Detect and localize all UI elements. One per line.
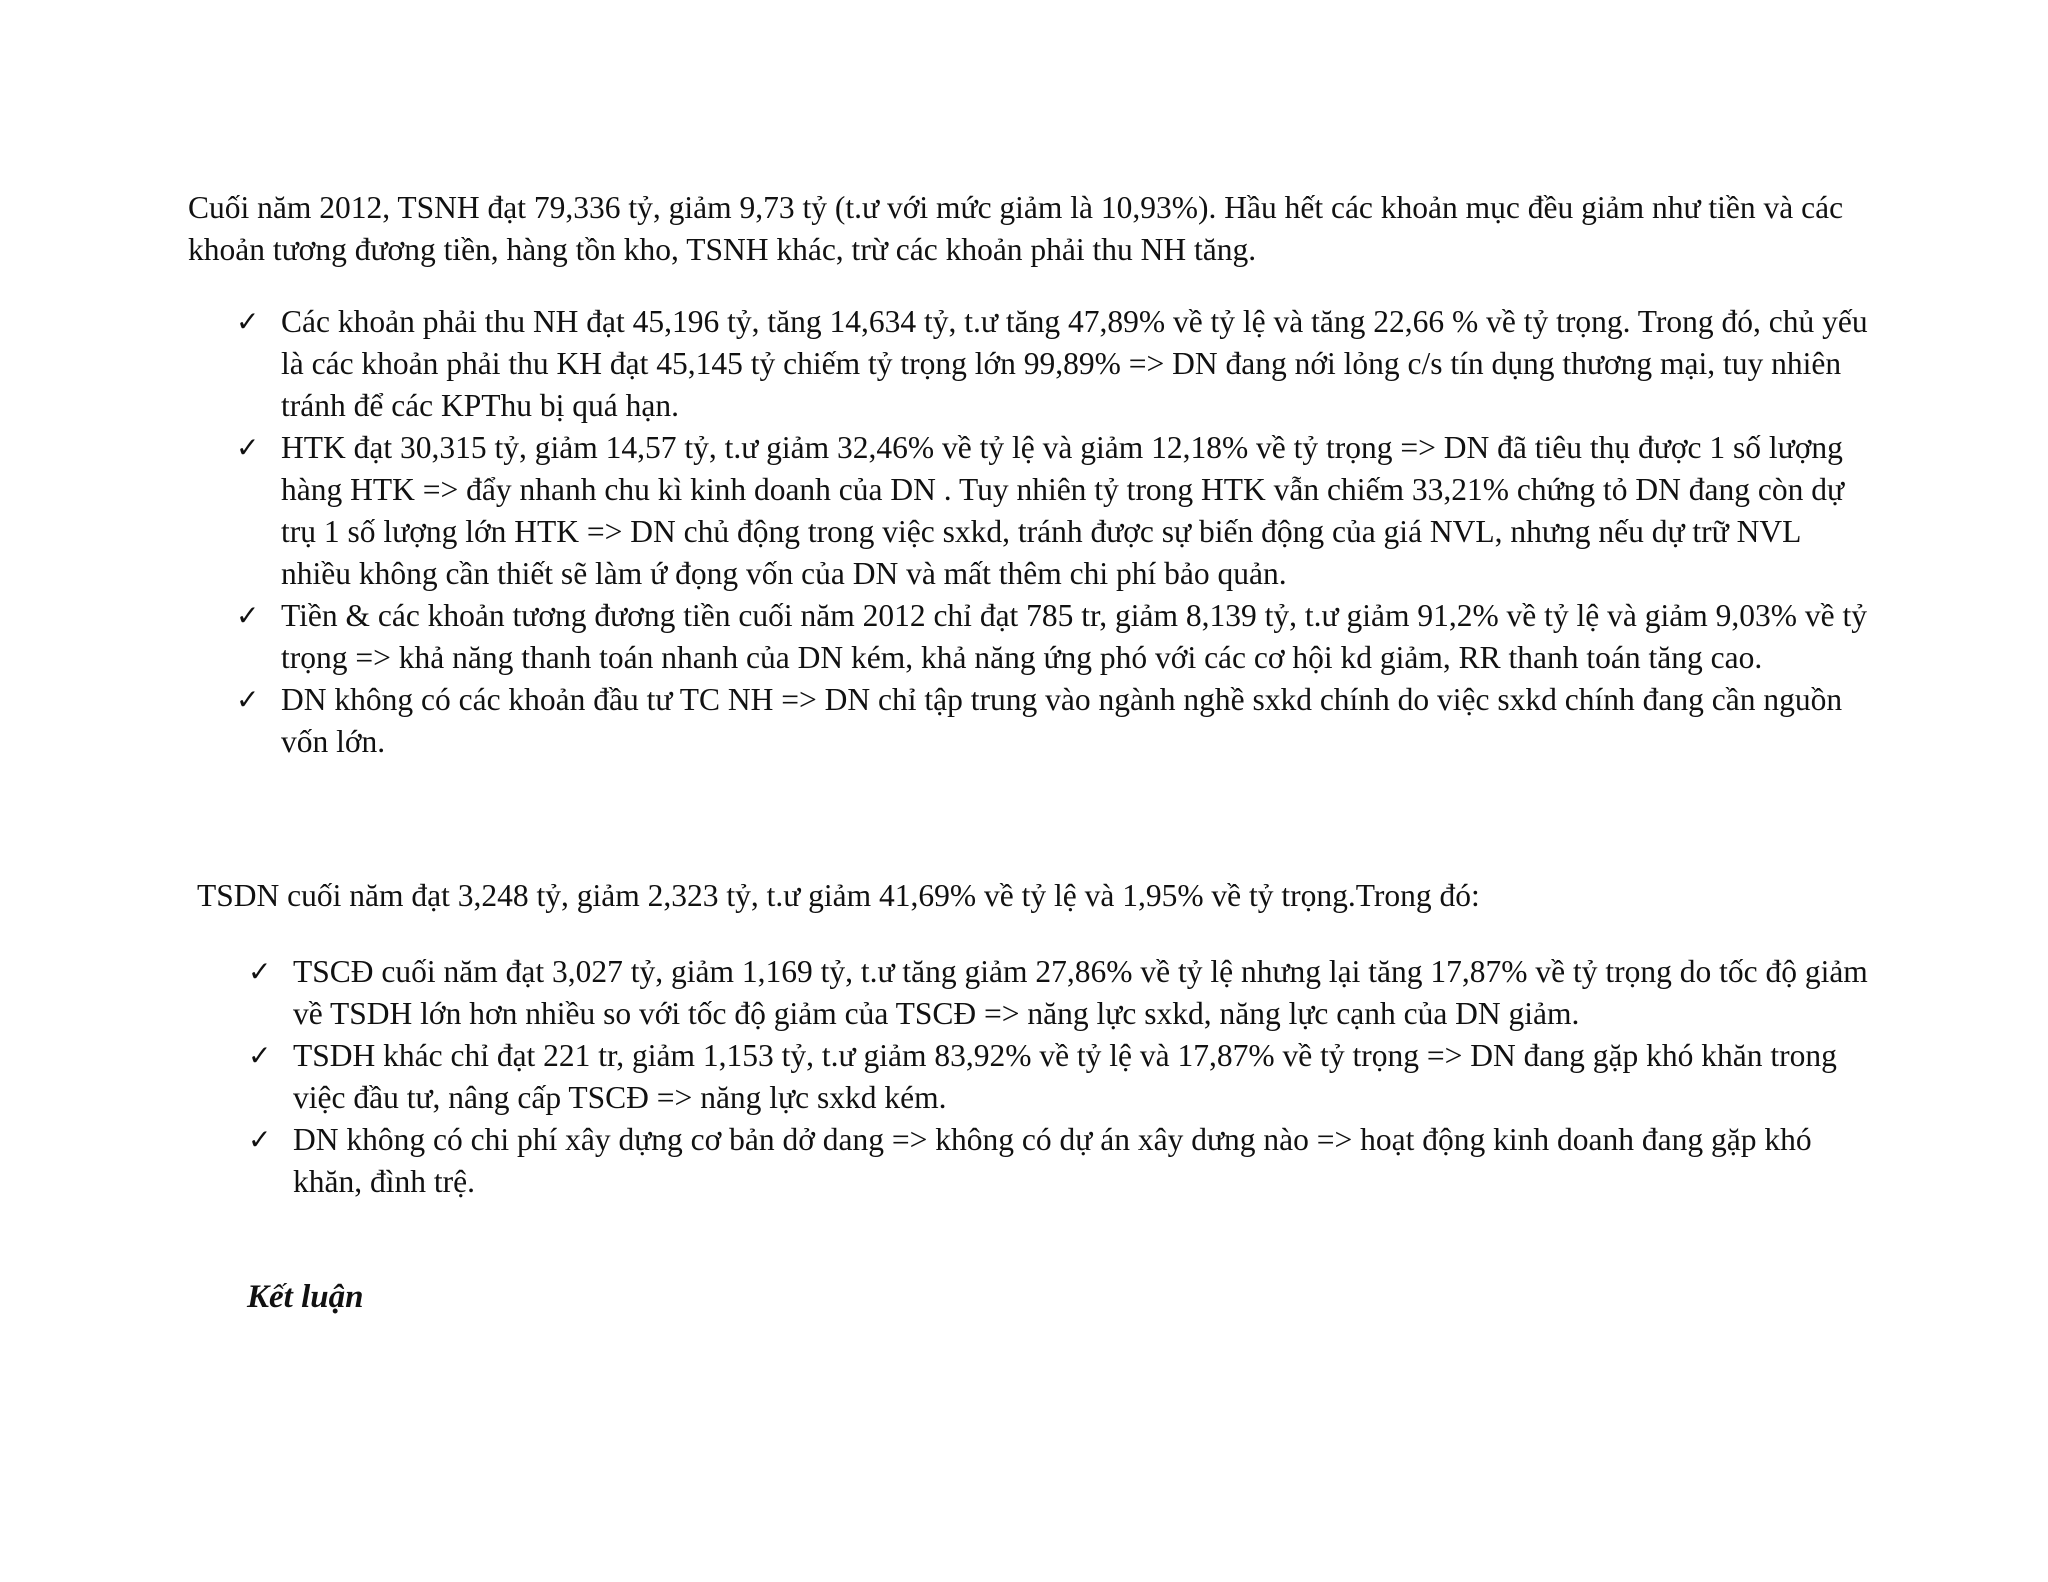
checkmark-icon: ✓ [248, 1123, 272, 1156]
list-item-text: TSCĐ cuối năm đạt 3,027 tỷ, giảm 1,169 tỷ, t.ư tăng giảm 27,86% về tỷ lệ nhưng lại tăng 17,87% về tỷ trọng do tốc độ giảm về TSDH lớn hơn nhiều so với tốc độ giảm của TSCĐ => năng lực sxkd, năng lực cạnh của DN giảm. [293, 954, 1868, 1031]
checkmark-icon: ✓ [236, 431, 260, 464]
list-item [248, 1035, 1888, 1119]
tsdn-intro-paragraph: TSDN cuối năm đạt 3,248 tỷ, giảm 2,323 tỷ, t.ư giảm 41,69% về tỷ lệ và 1,95% về tỷ trọng.Trong đó: [197, 878, 1480, 913]
list-item [236, 595, 1876, 679]
list-item-text: DN không có chi phí xây dựng cơ bản dở dang => không có dự án xây dưng nào => hoạt động kinh doanh đang gặp khó khăn, đình trệ. [293, 1122, 1812, 1199]
list-item [236, 301, 1876, 427]
checkmark-icon: ✓ [248, 1039, 272, 1072]
tsnh-bullet-list [236, 301, 1876, 763]
checkmark-icon: ✓ [248, 955, 272, 988]
list-item [248, 951, 1888, 1035]
list-item-text: TSDH khác chỉ đạt 221 tr, giảm 1,153 tỷ, t.ư giảm 83,92% về tỷ lệ và 17,87% về tỷ trọng => DN đang gặp khó khăn trong việc đầu tư, nâng cấp TSCĐ => năng lực sxkd kém. [293, 1038, 1837, 1115]
checkmark-icon: ✓ [236, 599, 260, 632]
tsnh-intro-paragraph: Cuối năm 2012, TSNH đạt 79,336 tỷ, giảm 9,73 tỷ (t.ư với mức giảm là 10,93%). Hầu hết các khoản mục đều giảm như tiền và các khoản tương đương tiền, hàng tồn kho, TSNH khác, trừ các khoản phải thu NH tăng. [188, 190, 1844, 267]
list-item [236, 679, 1876, 763]
list-item-text: Tiền & các khoản tương đương tiền cuối năm 2012 chỉ đạt 785 tr, giảm 8,139 tỷ, t.ư giảm 91,2% về tỷ lệ và giảm 9,03% về tỷ trọng => khả năng thanh toán nhanh của DN kém, khả năng ứng phó với các cơ hội kd giảm, RR thanh toán tăng cao. [281, 598, 1867, 675]
list-item-text: HTK đạt 30,315 tỷ, giảm 14,57 tỷ, t.ư giảm 32,46% về tỷ lệ và giảm 12,18% về tỷ trọng => DN đã tiêu thụ được 1 số lượng hàng HTK => đẩy nhanh chu kì kinh doanh của DN . Tuy nhiên tỷ trong HTK vẫn chiếm 33,21% chứng tỏ DN đang còn dự trụ 1 số lượng lớn HTK => DN chủ động trong việc sxkd, tránh được sự biến động của giá NVL, nhưng nếu dự trữ NVL nhiều không cần thiết sẽ làm ứ đọng vốn của DN và mất thêm chi phí bảo quản. [281, 430, 1845, 591]
checkmark-icon: ✓ [236, 683, 260, 716]
list-item [236, 427, 1876, 595]
tsdn-bullet-list [248, 951, 1888, 1203]
list-item [248, 1119, 1888, 1203]
list-item-text: DN không có các khoản đầu tư TC NH => DN chỉ tập trung vào ngành nghề sxkd chính do việc sxkd chính đang cần nguồn vốn lớn. [281, 682, 1843, 759]
checkmark-icon: ✓ [236, 305, 260, 338]
conclusion-heading: Kết luận [247, 1279, 364, 1315]
list-item-text: Các khoản phải thu NH đạt 45,196 tỷ, tăng 14,634 tỷ, t.ư tăng 47,89% về tỷ lệ và tăng 22,66 % về tỷ trọng. Trong đó, chủ yếu là các khoản phải thu KH đạt 45,145 tỷ chiếm tỷ trọng lớn 99,89% => DN đang nới lỏng c/s tín dụng thương mại, tuy nhiên tránh để các KPThu bị quá hạn. [281, 304, 1868, 423]
